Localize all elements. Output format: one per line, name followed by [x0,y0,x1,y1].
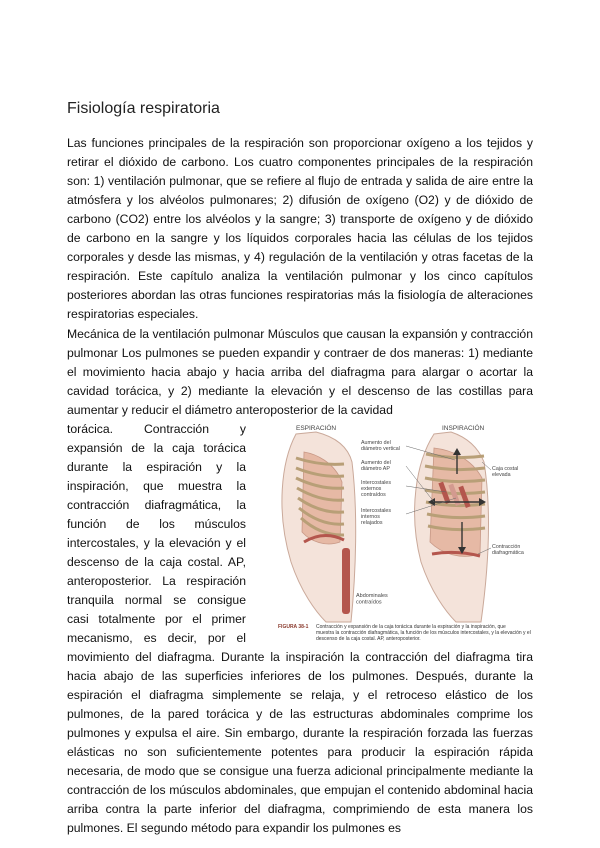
label-inspiration: INSPIRACIÓN [442,425,485,432]
figure-thorax [256,422,543,644]
paragraph-mechanics: Mecánica de la ventilación pulmonar Músculos que causan la expansión y contracción pulmonar Los pulmones se pueden expandir y contraer de dos maneras: 1) mediante el movimiento hacia abajo y hacia arriba del diafragma para alargar o acortar la cavidad torácica, y 2) mediante la elevación y el descenso de las costillas para aumentar y reducir el diámetro anteroposterior de la cavidad [67,327,533,417]
expiration-torso [282,432,356,622]
label-ext-1: Intercostales [361,480,392,486]
label-int-1: Intercostales [361,508,392,514]
figure-caption-label: FIGURA 38-1 [278,624,309,630]
svg-text:Intercostales exte [361,480,393,498]
label-int-3: relajados [361,520,383,526]
label-elevated-1: Caja costal [492,466,519,472]
label-vertical-1: Aumento del [361,440,391,446]
label-ext-2: externos [361,486,382,492]
label-abdominals-2: contraídos [356,599,382,606]
thorax-illustration [256,422,543,644]
paragraph-intro: Las funciones principales de la respiración son proporcionar oxígeno a los tejidos y retirar el dióxido de carbono. Los cuatro componentes principales de la respiración son: 1) ventilación pulmonar, que se refiere al flujo de entrada y salida de aire entre la atmósfera y los alvéolos pulmonares; 2) difusión de oxígeno (O2) y de dióxido de carbono (CO2) entre los alvéolos y la sangre; 3) transporte de oxígeno y de dióxido de carbono en la sangre y los líquidos corporales hacia las células de los tejidos corporales y desde las mismas, y 4) regulación de la ventilación y otras facetas de la respiración. Este capítulo analiza la ventilación pulmonar y los cinco capítulos posteriores abordan las otras funciones respiratorias más la fisiología de alteraciones respiratorias especiales. [67,136,533,321]
figure-caption-line-3: descenso de la caja costal. AP, anteroposterior. [316,636,421,642]
svg-text:Abdominales contraíd [356,593,389,606]
svg-text:Intercostales inte [361,508,393,526]
abdominal-muscle [342,548,350,614]
figure-caption-line-1: Contracción y expansión de la caja torácica durante la espiración y la inspiración, que [316,624,506,630]
label-ext-3: contraídos [361,492,386,498]
svg-text:Aumento del diámet [361,440,400,452]
figure-caption-line-2: muestra la contracción diafragmática, la función de los músculos intercostales, y la elevación y el [316,630,531,636]
label-abdominals-1: Abdominales [356,593,388,599]
svg-text:Caja costal elevad [492,466,520,478]
page-title: Fisiología respiratoria [67,100,220,117]
label-diaphragm-1: Contracción [492,544,521,550]
svg-text:Contracción diafra [492,544,524,556]
label-ap-1: Aumento del [361,460,391,466]
wrapped-text-area [67,420,533,838]
label-int-2: internos [361,514,380,520]
inspiration-torso [415,432,489,622]
label-elevated-2: elevada [492,472,511,478]
label-diaphragm-2: diafragmática [492,550,524,556]
label-expiration: ESPIRACIÓN [296,425,337,432]
svg-text:Aumento del diámet [361,460,392,472]
label-vertical-2: diámetro vertical [361,446,400,452]
paragraph-mechanics-continued: torácica. Contracción y expansión de la caja torácica durante la espiración y la inspiración, que muestra la contracción diafragmática, la función de los músculos intercostales, y la elevación y el descenso de la caja costal. AP, anteroposterior. La respiración tranquila normal se consigue casi totalmente por el primer mecanismo, es decir, por el movimiento del diafragma. Durante la inspiración la contracción del diafragma tira hacia abajo de las superficies inferiores de los pulmones. Después, durante la espiración el diafragma simplemente se relaja, y el retroceso elástico de los pulmones, de la pared torácica y de las estructuras abdominales comprime los pulmones y expulsa el aire. Sin embargo, durante la respiración forzada las fuerzas elásticas no son suficientemente potentes para producir la espiración rápida necesaria, de modo que se consigue una fuerza adicional principalmente mediante la contracción de los músculos abdominales, que empujan el contenido abdominal hacia arriba contra la parte inferior del diafragma, comprimiendo de esta manera los pulmones. El segundo método para expandir los pulmones es [67,422,533,835]
label-ap-2: diámetro AP [361,466,390,472]
